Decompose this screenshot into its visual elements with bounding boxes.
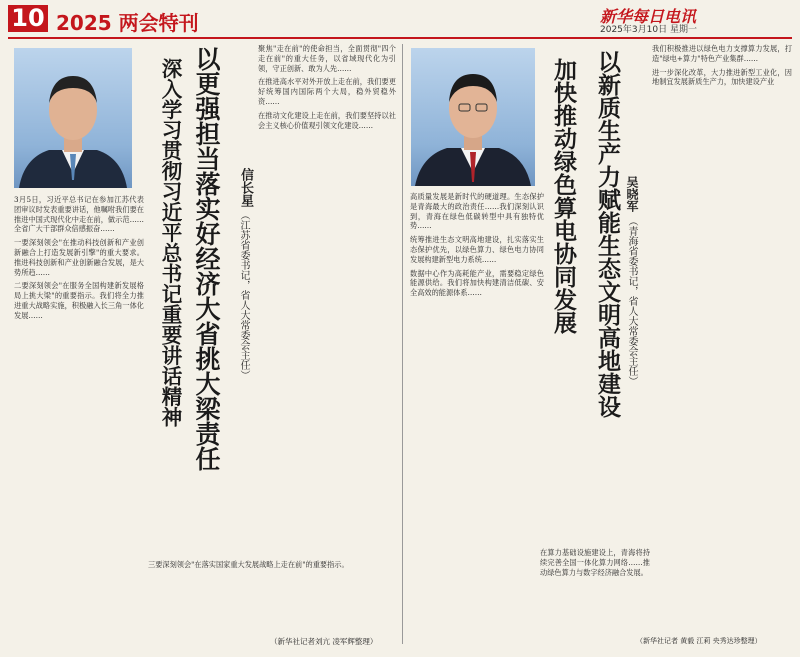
author-portrait-right (411, 48, 535, 186)
newspaper-brand: 新华每日电讯 (600, 7, 697, 26)
right-article-bottom-column (540, 548, 650, 638)
left-paragraph-2: 一要深刻领会"在推动科技创新和产业创新融合上打造发展新引擎"的重大要求。推进科技创新和产业创新融合发展，是大势所趋…… (14, 238, 144, 277)
right-headline-main: 以新质生产力赋能生态文明高地建设 (594, 50, 621, 418)
page-number: 10 (8, 5, 48, 32)
right-article-column-2 (652, 44, 792, 629)
right-author-title: （青海省委书记，省人大常委会主任） (626, 216, 637, 386)
left-headline-main: 以更强担当落实好经济大省挑大梁责任 (192, 46, 221, 471)
left-paragraph-1: 3月5日，习近平总书记在参加江苏代表团审议时发表重要讲话，他嘱咐我们要在推进中国式现代化中走在前，做示范……全省广大干部群众倍感振奋…… (14, 195, 144, 234)
left-credit: （新华社记者刘亢 凌军辉整理） (270, 637, 378, 646)
column-divider (402, 44, 403, 644)
special-edition-title: 2025 两会特刊 (56, 11, 199, 35)
left-paragraph-4: 聚焦"走在前"的使命担当，全面贯彻"四个走在前"的重大任务，以省域现代化为引领，守正创新、敢为人先…… (258, 44, 396, 73)
right-paragraph-2: 统筹推进生态文明高地建设，扎实落实生态保护优先，以绿色算力、绿色电力协同发展构建新型电力系统…… (410, 235, 544, 264)
right-article-column-1 (410, 192, 544, 537)
right-paragraph-1: 高质量发展是新时代的硬道理。生态保护是青海最大的政治责任……我们深刻认识到，青海在绿色低碳转型中具有独特优势…… (410, 192, 544, 231)
masthead-rule (8, 37, 792, 39)
author-portrait-left (14, 48, 132, 188)
left-paragraph-3: 二要深刻领会"在服务全国构建新发展格局上挑大梁"的重要指示。我们将全力推进重大战略实施，积极融入长三角一体化发展…… (14, 281, 144, 320)
right-credit: （新华社记者 黄毅 江莉 央秀达珍整理） (636, 637, 762, 645)
masthead (0, 0, 800, 36)
right-paragraph-5: 我们积极推进以绿色电力支撑算力发展，打造"绿电+算力"特色产业集群…… (652, 44, 792, 63)
right-headline-sub: 加快推动绿色算电协同发展 (550, 58, 577, 334)
left-article-bottom-column (148, 560, 396, 630)
left-paragraph-5: 在推进高水平对外开放上走在前，我们要更好统筹国内国际两个大局，稳外贸稳外资…… (258, 77, 396, 106)
right-author-name: 吴晓军 (625, 176, 639, 212)
right-paragraph-3: 数据中心作为高耗能产业，需要稳定绿色能源供给。我们将加快构建清洁低碳、安全高效的能源体系…… (410, 268, 544, 298)
left-closing-paragraph: 三要深刻领会"在落实国家重大发展战略上走在前"的重要指示。 (148, 560, 349, 569)
left-paragraph-6: 在推动文化建设上走在前，我们要坚持以社会主义核心价值观引领文化建设…… (258, 110, 396, 130)
left-article-column-2 (258, 44, 396, 552)
left-headline-sub: 深入学习贯彻习近平总书记重要讲话精神 (158, 58, 182, 427)
publication-date: 2025年3月10日 星期一 (600, 25, 697, 35)
right-paragraph-6: 进一步深化改革，大力推进新型工业化，因地制宜发展新质生产力，加快建设产业 (652, 67, 792, 87)
left-article-column-1 (14, 195, 144, 635)
left-author-name: 信长星 (238, 168, 253, 207)
right-paragraph-4: 在算力基础设施建设上，青海将持续完善全国一体化算力网络……推动绿色算力与数字经济融合发展。 (540, 548, 650, 577)
left-author-title: （江苏省委书记，省人大常委会主任） (238, 210, 249, 380)
